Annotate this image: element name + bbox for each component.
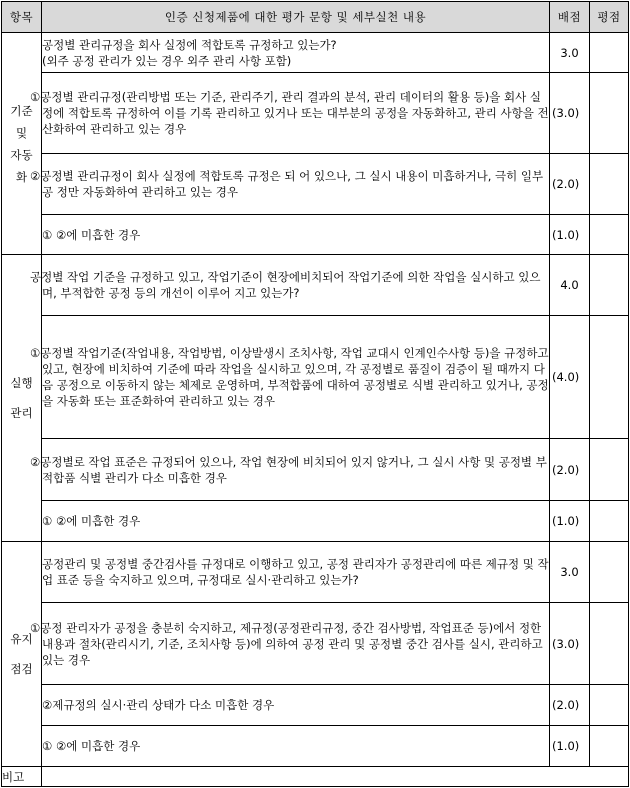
header-content: 인증 신청제품에 대한 평가 문항 및 세부실천 내용	[42, 2, 550, 33]
section1-category: 기준 및 자동 화	[2, 33, 42, 255]
remarks-content	[42, 767, 629, 787]
section1-sub1-text: ①공정별 관리규정(관리방법 또는 기준, 관리주기, 관리 결과의 분석, 관리 데이터의 활용 등)을 회사 실정에 적합토록 규정하여 이를 기록 관리하고 있거나 또는 대부분의 공정을 자동화하고, 관리 사항을 전산화하여 관리하고 있는 경우	[42, 73, 550, 154]
section3-main-question: 공정관리 및 공정별 중간검사를 규정대로 이행하고 있고, 공정 관리자가 공정관리에 따른 제규정 및 작업 표준 등을 숙지하고 있으며, 규정대로 실시·관리하고 있는가?	[42, 542, 550, 603]
section2-sub3-eval	[590, 501, 629, 542]
section1-sub1-score: (3.0)	[550, 73, 590, 154]
section2-sub2-score: (2.0)	[550, 439, 590, 501]
section1-sub3-eval	[590, 215, 629, 255]
section3-sub2-score: (2.0)	[550, 685, 590, 726]
section1-main-question: 공정별 관리규정을 회사 실정에 적합토록 규정하고 있는가? (외주 공정 관리가 있는 경우 외주 관리 사항 포함)	[42, 33, 550, 73]
section2-sub2-row	[2, 439, 629, 501]
header-item: 항목	[2, 2, 42, 33]
section1-sub2-text: ②공정별 관리규정이 회사 실정에 적합토록 규정은 되 어 있으나, 그 실시 내용이 미흡하거나, 극히 일부 공 정만 자동화하여 관리하고 있는 경우	[42, 154, 550, 215]
header-eval: 평점	[590, 2, 629, 33]
section2-main-score: 4.0	[550, 255, 590, 316]
section3-sub2-row	[2, 685, 629, 726]
section1-sub3-score: (1.0)	[550, 215, 590, 255]
section3-sub1-row	[2, 603, 629, 685]
header-row	[2, 2, 629, 33]
section2-sub2-text: ②공정별로 작업 표준은 규정되어 있으나, 작업 현장에 비치되어 있지 않거나, 그 실시 사항 및 공정별 부적합품 식별 관리가 다소 미흡한 경우	[42, 439, 550, 501]
section1-sub2-row	[2, 154, 629, 215]
section1-sub1-eval	[590, 73, 629, 154]
section1-sub1-row	[2, 73, 629, 154]
section2-sub1-row	[2, 316, 629, 439]
section3-main-eval	[590, 542, 629, 603]
section1-main-eval	[590, 33, 629, 73]
section3-sub1-text: ①공정 관리자가 공정을 충분히 숙지하고, 제규정(공정관리규정, 중간 검사방법, 작업표준 등)에서 정한 내용과 절차(관리시기, 기준, 조치사항 등)에 의하여 공정 관리 및 공정별 중간 검사를 실시, 관리하고 있는 경우	[42, 603, 550, 685]
section2-sub1-eval	[590, 316, 629, 439]
section3-sub3-row	[2, 726, 629, 767]
section3-sub2-eval	[590, 685, 629, 726]
remarks-label: 비고	[2, 767, 42, 787]
section2-sub1-score: (4.0)	[550, 316, 590, 439]
section1-main-score: 3.0	[550, 33, 590, 73]
remarks-row	[2, 767, 629, 787]
section3-sub3-text: ① ②에 미흡한 경우	[42, 726, 550, 767]
section3-sub1-score: (3.0)	[550, 603, 590, 685]
section3-sub2-text: ②제규정의 실시·관리 상태가 다소 미흡한 경우	[42, 685, 550, 726]
section2-sub3-text: ① ②에 미흡한 경우	[42, 501, 550, 542]
section1-sub2-eval	[590, 154, 629, 215]
evaluation-table	[1, 1, 629, 787]
section2-main-eval	[590, 255, 629, 316]
section1-sub3-row	[2, 215, 629, 255]
section2-sub2-eval	[590, 439, 629, 501]
section3-main-row	[2, 542, 629, 603]
section3-main-score: 3.0	[550, 542, 590, 603]
section2-category: 실행 관리	[2, 255, 42, 542]
section3-sub1-eval	[590, 603, 629, 685]
section2-sub1-text: ①공정별 작업기준(작업내용, 작업방법, 이상발생시 조치사항, 작업 교대시 인계인수사항 등)을 규정하고 있고, 현장에 비치하여 기준에 따라 작업을 실시하고 있으며, 각 공정별로 품질이 검증이 될 때까지 다음 공정으로 이동하지 않는 체제로 운영하며, 부적합품에 대하여 공정별로 식별 관리하고 있거나, 공정을 자동화 또는 표준화하여 관리하고 있는 경우	[42, 316, 550, 439]
section2-sub3-row	[2, 501, 629, 542]
section3-category: 유지 점검	[2, 542, 42, 767]
section1-sub3-text: ① ②에 미흡한 경우	[42, 215, 550, 255]
section1-sub2-score: (2.0)	[550, 154, 590, 215]
section3-sub3-eval	[590, 726, 629, 767]
section1-main-row	[2, 33, 629, 73]
header-points: 배점	[550, 2, 590, 33]
section2-sub3-score: (1.0)	[550, 501, 590, 542]
section3-sub3-score: (1.0)	[550, 726, 590, 767]
section2-main-row	[2, 255, 629, 316]
section2-main-question: 공정별 작업 기준을 규정하고 있고, 작업기준이 현장에비치되어 작업기준에 의한 작업을 실시하고 있으며, 부적합한 공정 등의 개선이 이루어 지고 있는가?	[42, 255, 550, 316]
